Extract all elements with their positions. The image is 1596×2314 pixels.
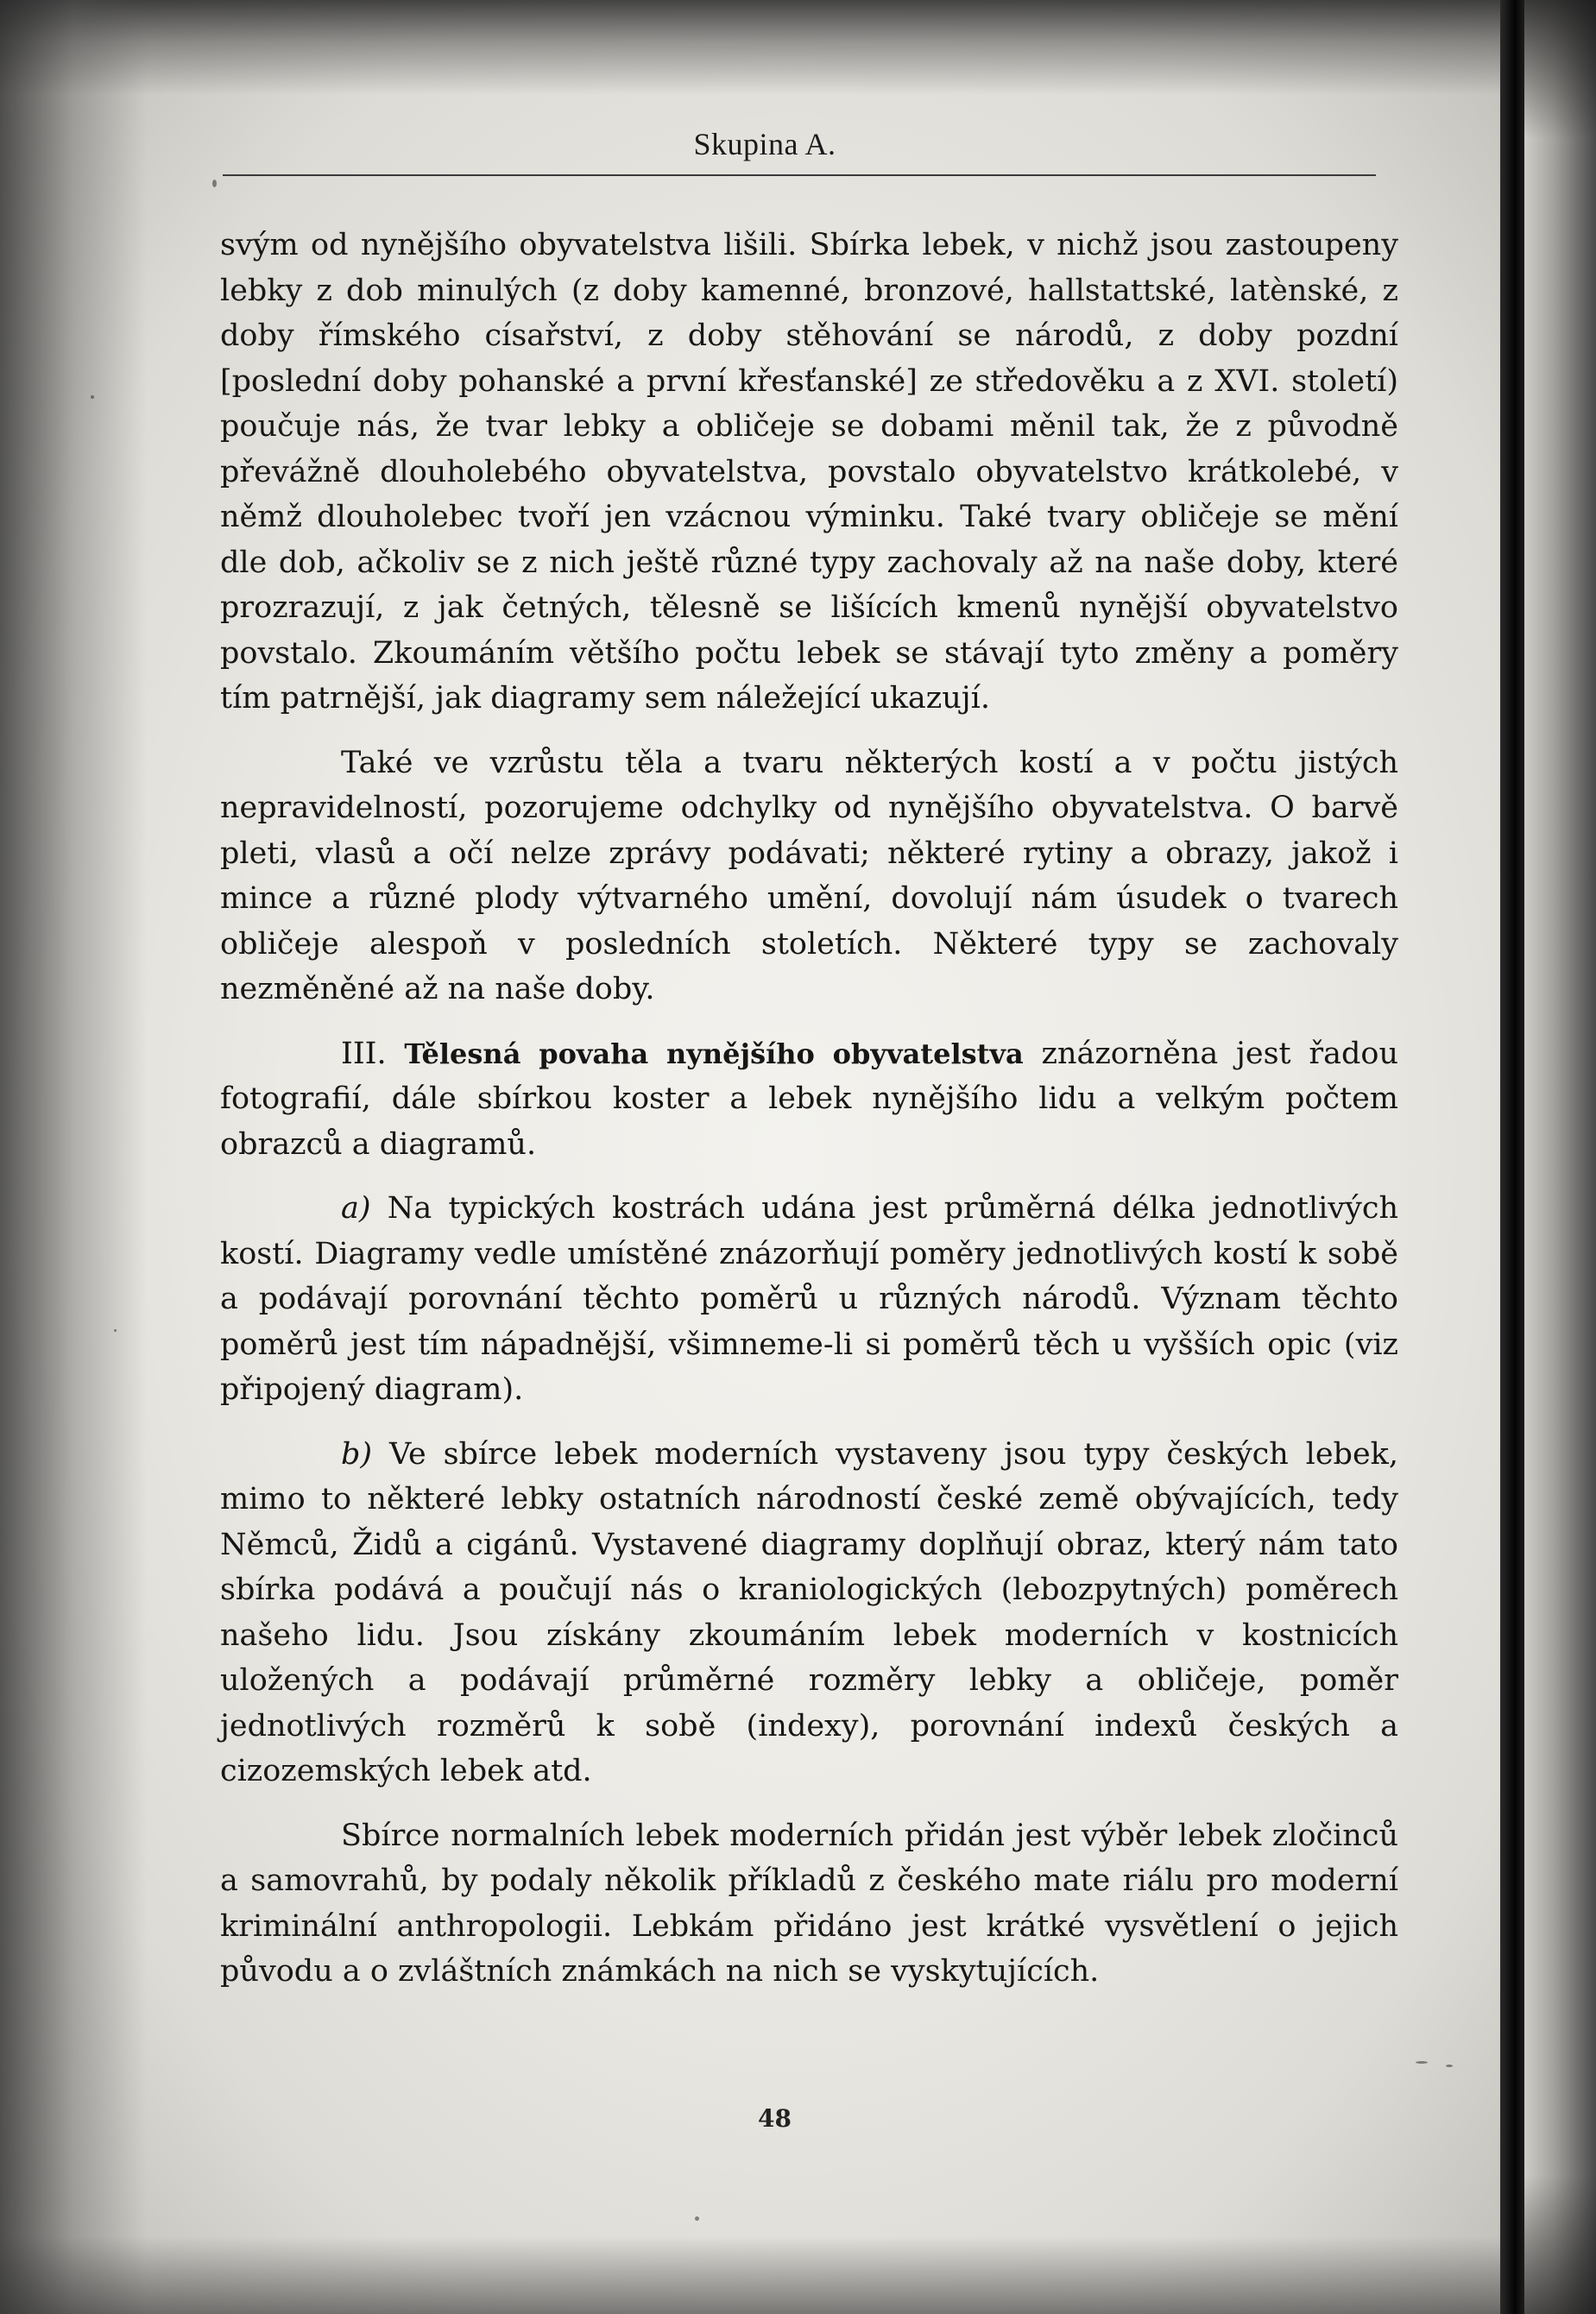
dust-speck <box>1416 2061 1428 2064</box>
adjacent-page-shadow <box>1524 0 1596 2314</box>
dust-speck <box>212 180 217 187</box>
body-text <box>220 223 1398 1995</box>
page-number: 48 <box>758 2104 792 2133</box>
list-item-a <box>220 1186 1398 1413</box>
list-text-b: Ve sbírce lebek moderních vystaveny jsou typy českých lebek, mimo to některé lebky ostatních národností české země obývajících, tedy Němců, Židů a cigánů. Vystavené diagramy doplňují obraz, který nám tato sbírka podává a poučují nás o kraniologických (lebozpytných) poměrech našeho lidu. Jsou získány zkoumáním lebek moderních v kostnicích uložených a podávají průměrné rozměry lebky a obličeje, poměr jednotlivých rozměrů k sobě (indexy), porovnání indexů českých a cizozemských lebek atd. <box>220 1436 1398 1788</box>
header-title: Skupina A. <box>693 127 836 161</box>
section-text: znázorněna jest řadou fotografií, dále sbírkou koster a lebek nynějšího lidu a velkým počtem obrazců a diagramů. <box>220 1036 1398 1162</box>
dust-speck <box>91 395 94 399</box>
scan-shadow-bottom <box>0 2236 1515 2314</box>
section-heading: Tělesná povaha nynějšího obyvatelstva <box>404 1037 1024 1070</box>
scan-shadow-left <box>0 0 147 2314</box>
list-item-b <box>220 1432 1398 1794</box>
list-marker-b: b) <box>341 1436 373 1472</box>
paragraph-continued: svým od nynějšího obyvatelstva lišili. Sbírka lebek, v nichž jsou zastoupeny lebky z dob minulých (z doby kamenné, bronzové, hallstattské, latènské, z doby římského císařství, z doby stěhování se národů, z doby pozdní [poslední doby pohanské a první křesťanské] ze středověku a z XVI. století) poučuje nás, že tvar lebky a obličeje se dobami měnil tak, že z původně převážně dlouholebého obyvatelstva, povstalo obyvatelstvo krátkolebé, v němž dlouholebec tvoří jen vzácnou výminku. Také tvary obličeje se mění dle dob, ačkoliv se z nich ještě různé typy zachovaly až na naše doby, které prozrazují, z jak četných, tělesně se lišících kmenů nynější obyvatelstvo povstalo. Zkoumáním většího počtu lebek se stávají tyto změny a poměry tím patrnější, jak diagramy sem náležející ukazují. <box>220 228 1398 716</box>
section-three-paragraph <box>220 1031 1398 1168</box>
running-header <box>223 119 1376 176</box>
list-marker-a: a) <box>341 1191 371 1226</box>
section-numeral: III. <box>341 1036 387 1071</box>
dust-speck <box>114 1329 117 1332</box>
scan-shadow-top <box>0 0 1515 95</box>
book-gutter <box>1500 0 1524 2314</box>
paragraph-body-growth: Také ve vzrůstu těla a tvaru některých kostí a v počtu jistých nepravidelností, pozorujeme odchylky od nynějšího obyvatelstva. O barvě pleti, vlasů a očí nelze zprávy podávati; některé rytiny a obrazy, jakož i mince a různé plody výtvarného umění, dovolují nám úsudek o tvarech obličeje alespoň v posledních stoletích. Některé typy se zachovaly nezměněné až na naše doby. <box>220 745 1398 1006</box>
paragraph-criminal-skulls: Sbírce normalních lebek moderních přidán jest výběr lebek zločinců a samovrahů, by podaly několik příkladů z českého mate riálu pro moderní kriminální anthropologii. Lebkám přidáno jest krátké vysvětlení o jejich původu a o zvláštních známkách na nich se vyskytujících. <box>220 1818 1398 1989</box>
dust-speck <box>695 2216 699 2221</box>
dust-speck <box>1446 2065 1453 2067</box>
list-text-a: Na typických kostrách udána jest průměrná délka jednotlivých kostí. Diagramy vedle umístěné znázorňují poměry jednotlivých kostí k sobě a podávají porovnání těchto poměrů u různých národů. Význam těchto poměrů jest tím nápadnější, všimneme-li si poměrů těch u vyšších opic (viz připojený diagram). <box>220 1191 1398 1407</box>
